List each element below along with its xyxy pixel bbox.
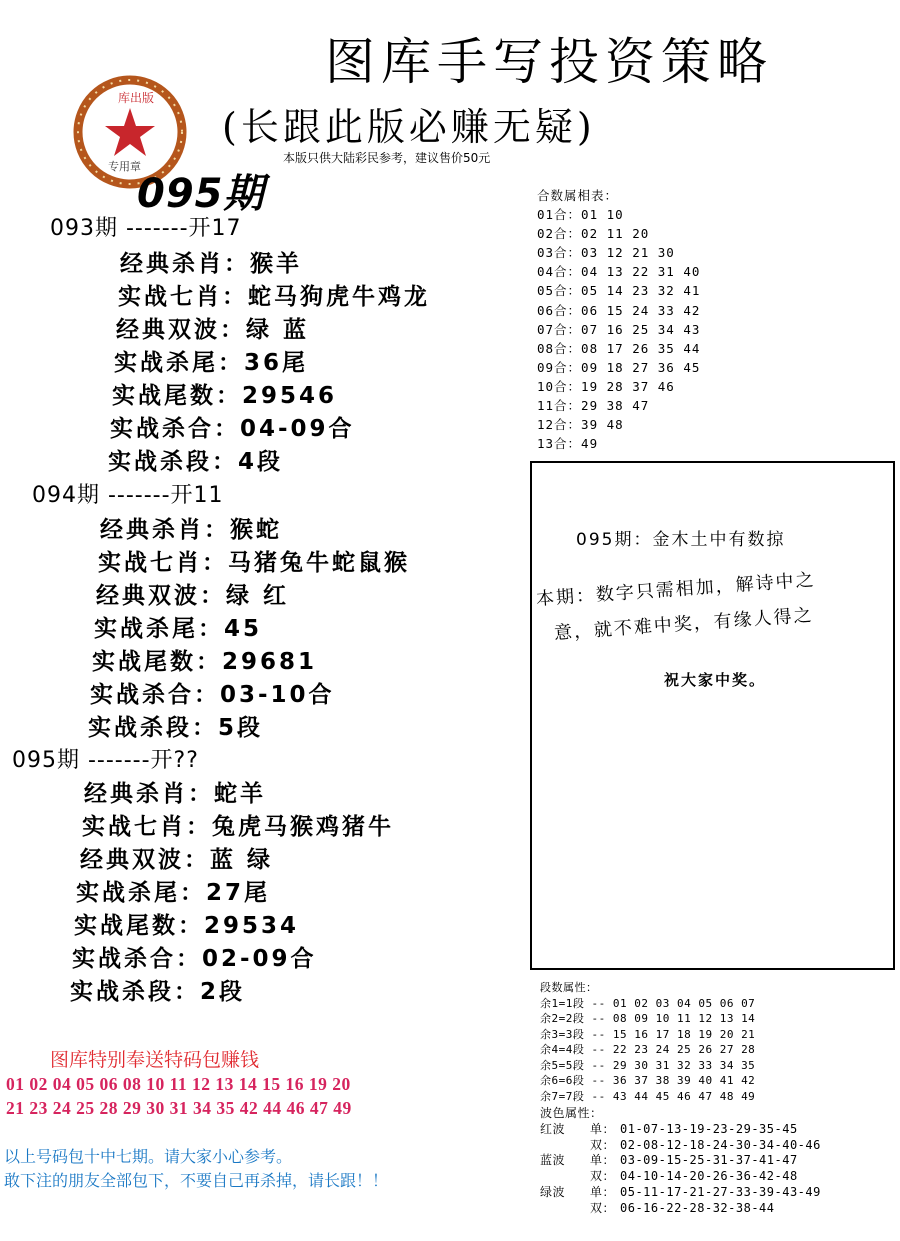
he-table-row: 13合：49 <box>537 436 599 452</box>
record-row: 实战杀段：4段 <box>108 449 284 475</box>
wave-label: 绿波 <box>540 1184 566 1199</box>
wave-kind: 单： <box>590 1184 616 1199</box>
duan-table-row: 余6=6段 -- 36 37 38 39 40 41 42 <box>540 1074 756 1087</box>
page-subtitle: (长跟此版必赚无疑) <box>222 105 596 149</box>
promo-note: 敢下注的朋友全部包下，不要自己再杀掉，请长跟！！ <box>4 1171 389 1190</box>
duan-table-row: 余4=4段 -- 22 23 24 25 26 27 28 <box>540 1043 756 1056</box>
price-note: 本版只供大陆彩民参考，建议售价50元 <box>283 151 491 165</box>
wave-table-title: 波色属性： <box>540 1106 603 1120</box>
stamp-bottom-text: 专用章 <box>108 160 141 173</box>
record-row: 实战杀合：04-09合 <box>110 416 355 442</box>
record-row: 实战杀段：2段 <box>70 979 246 1005</box>
wave-kind: 单： <box>590 1121 616 1136</box>
wave-label: 红波 <box>540 1121 566 1136</box>
he-table-row: 01合：01 10 <box>537 207 624 223</box>
duan-table <box>540 980 755 1104</box>
record-row: 经典双波：蓝 绿 <box>80 847 274 873</box>
record-row: 实战杀合：03-10合 <box>90 682 335 708</box>
wave-kind: 双： <box>590 1200 616 1215</box>
message-line: 095期：金木土中有数掠 <box>576 530 786 550</box>
record-row: 实战杀段：5段 <box>88 715 264 741</box>
promo-numbers: 01 02 04 05 06 08 10 11 12 13 14 15 16 19 20 <box>6 1074 351 1094</box>
he-table-title: 合数属相表： <box>537 188 619 203</box>
duan-table-row: 余5=5段 -- 29 30 31 32 33 34 35 <box>540 1058 756 1072</box>
record-row: 实战七肖：马猪兔牛蛇鼠猴 <box>98 550 410 576</box>
he-table <box>537 186 700 453</box>
wave-nums: 06-16-22-28-32-38-44 <box>620 1200 775 1215</box>
current-issue: 095期 <box>137 171 265 217</box>
page-title: 图库手写投资策略 <box>325 33 773 91</box>
he-table-row: 08合：08 17 26 35 44 <box>537 340 701 356</box>
record-head: 093期 -------开17 <box>50 216 242 241</box>
wave-kind: 双： <box>590 1169 616 1184</box>
wave-table-row <box>540 1138 821 1154</box>
wave-kind: 双： <box>590 1137 616 1152</box>
stamp-top-text: 库出版 <box>118 91 155 105</box>
record-head: 094期 -------开11 <box>32 483 224 508</box>
wave-kind: 单： <box>590 1153 616 1168</box>
record-row: 经典杀肖：猴蛇 <box>100 517 282 543</box>
record-row: 实战杀合：02-09合 <box>72 946 317 972</box>
wave-table-row <box>540 1201 821 1217</box>
star-icon <box>105 108 155 156</box>
record-row: 经典双波：绿 蓝 <box>116 317 310 343</box>
duan-table-row: 余3=3段 -- 15 16 17 18 19 20 21 <box>540 1027 756 1041</box>
wave-nums: 02-08-12-18-24-30-34-40-46 <box>620 1137 821 1152</box>
wave-label: 蓝波 <box>540 1153 566 1168</box>
duan-table-title: 段数属性： <box>540 981 598 994</box>
message-box <box>530 461 895 970</box>
he-table-row: 10合：19 28 37 46 <box>537 378 675 394</box>
record-row: 实战尾数：29534 <box>74 913 300 939</box>
record-row: 实战尾数：29546 <box>112 383 338 409</box>
message-line: 意，就不难中奖，有缘人得之 <box>553 604 815 644</box>
record-row: 经典双波：绿 红 <box>96 583 290 609</box>
he-table-row: 12合：39 48 <box>537 417 624 433</box>
record-row: 实战杀尾：36尾 <box>114 350 309 376</box>
he-table-row: 07合：07 16 25 34 43 <box>537 321 701 337</box>
wave-nums: 01-07-13-19-23-29-35-45 <box>620 1121 798 1136</box>
message-line: 祝大家中奖。 <box>664 671 767 689</box>
promo-note: 以上号码包十中七期。请大家小心参考。 <box>4 1147 293 1166</box>
wave-table-row <box>540 1169 821 1185</box>
record-head: 095期 -------开?? <box>12 748 199 773</box>
record-row: 经典杀肖：蛇羊 <box>84 781 266 807</box>
wave-nums: 04-10-14-20-26-36-42-48 <box>620 1169 798 1184</box>
he-table-row: 02合：02 11 20 <box>537 226 650 242</box>
duan-table-row: 余1=1段 -- 01 02 03 04 05 06 07 <box>540 996 756 1010</box>
wave-table <box>540 1106 821 1217</box>
wave-table-row <box>540 1122 821 1138</box>
wave-table-row <box>540 1153 821 1169</box>
promo-title: 图库特别奉送特码包赚钱 <box>50 1049 260 1071</box>
record-row: 实战尾数：29681 <box>92 649 318 675</box>
record-row: 实战杀尾：45 <box>94 616 263 642</box>
he-table-row: 06合：06 15 24 33 42 <box>537 302 701 318</box>
record-row: 实战七肖：蛇马狗虎牛鸡龙 <box>118 284 430 310</box>
he-table-row: 05合：05 14 23 32 41 <box>537 283 701 299</box>
duan-table-row: 余2=2段 -- 08 09 10 11 12 13 14 <box>540 1012 756 1025</box>
he-table-row: 03合：03 12 21 30 <box>537 245 675 261</box>
record-row: 实战杀尾：27尾 <box>76 880 271 906</box>
record-row: 经典杀肖：猴羊 <box>120 251 302 277</box>
he-table-row: 09合：09 18 27 36 45 <box>537 359 701 375</box>
he-table-row: 11合：29 38 47 <box>537 398 650 414</box>
wave-nums: 03-09-15-25-31-37-41-47 <box>620 1153 798 1168</box>
he-table-row: 04合：04 13 22 31 40 <box>537 264 701 280</box>
promo-numbers: 21 23 24 25 28 29 30 31 34 35 42 44 46 47 49 <box>6 1098 352 1118</box>
duan-table-row: 余7=7段 -- 43 44 45 46 47 48 49 <box>540 1089 756 1103</box>
record-row: 实战七肖：兔虎马猴鸡猪牛 <box>82 814 394 840</box>
wave-nums: 05-11-17-21-27-33-39-43-49 <box>620 1184 821 1199</box>
message-line: 本期：数字只需相加，解诗中之 <box>535 569 817 610</box>
wave-table-row <box>540 1185 821 1201</box>
